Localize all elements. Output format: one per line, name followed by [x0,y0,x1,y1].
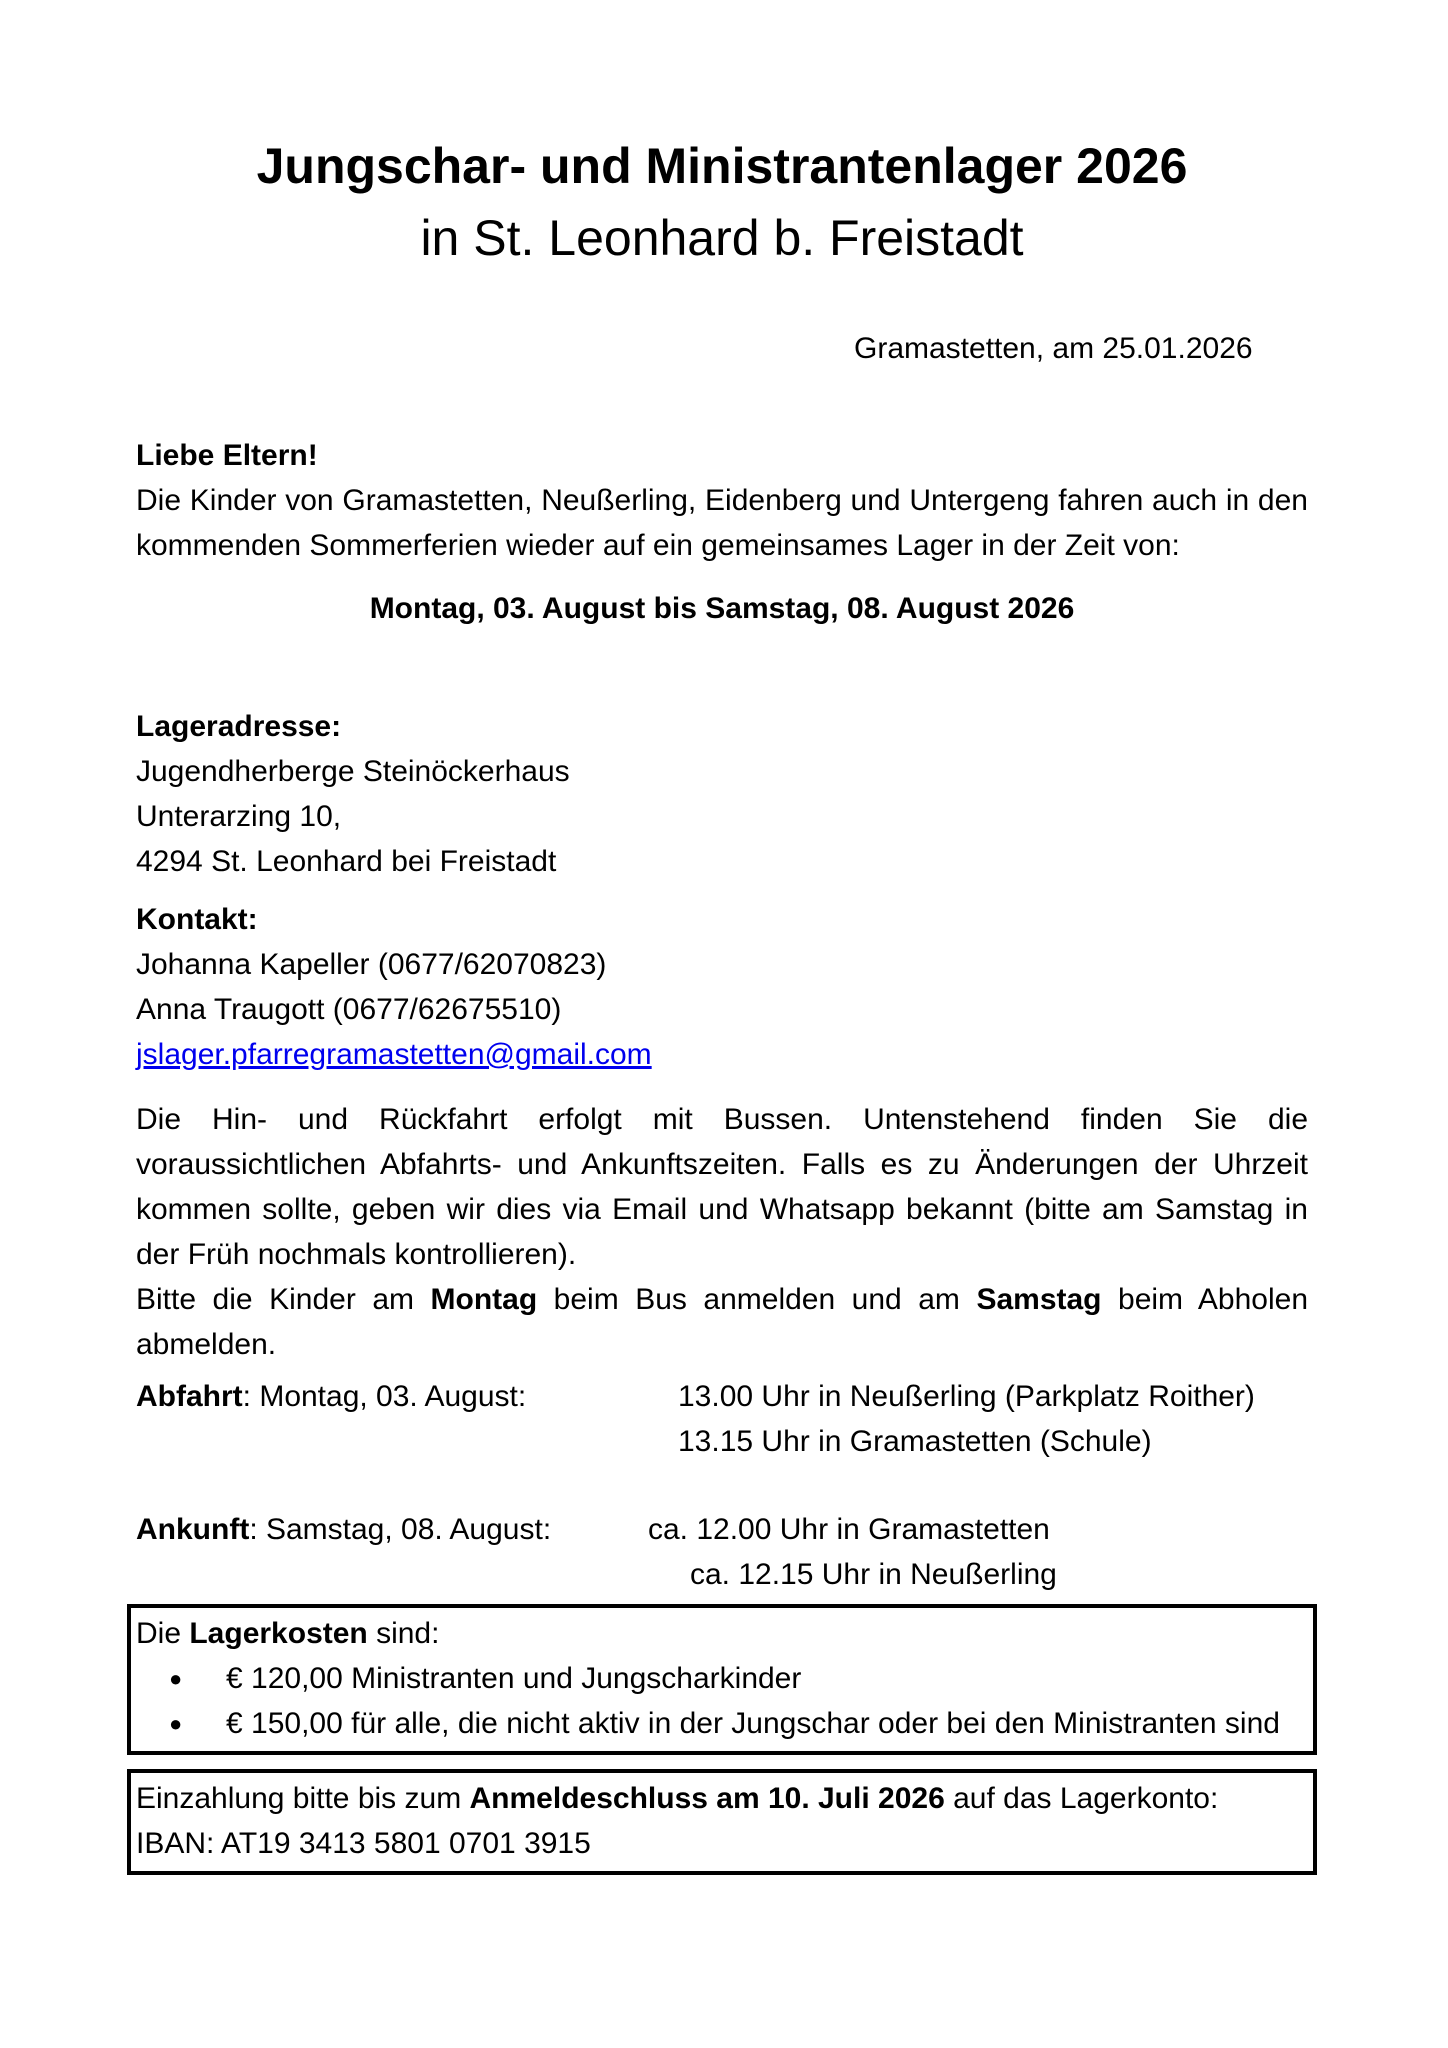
departure-label: Abfahrt: Montag, 03. August: [136,1380,527,1413]
arrival-row-2 [136,1552,1308,1597]
cost-item-text: € 120,00 Ministranten und Jungscharkinder [226,1662,802,1695]
contact-person: Johanna Kapeller (0677/62070823) [136,948,607,981]
iban-line: IBAN: AT19 3413 5801 0701 3915 [136,1827,591,1860]
departure-section [136,1374,1308,1464]
bullet-icon: ● [169,1666,183,1691]
contact-heading: Kontakt: [136,903,258,936]
cost-item-text: € 150,00 für alle, die nicht aktiv in der Jungschar oder bei den Ministranten sind [226,1707,1280,1740]
arrival-spacer [136,1552,690,1597]
arrival-time-2: ca. 12.15 Uhr in Neußerling [690,1558,1057,1591]
arrival-time-1: ca. 12.00 Uhr in Gramastetten [648,1513,1050,1546]
costs-box [127,1604,1317,1755]
departure-time-2: 13.15 Uhr in Gramastetten (Schule) [678,1425,1152,1458]
departure-time-1: 13.00 Uhr in Neußerling (Parkplatz Roither) [678,1380,1255,1413]
bus-info-section [136,1097,1308,1367]
arrival-label: Ankunft: Samstag, 08. August: [136,1513,552,1546]
payment-box [127,1769,1317,1875]
contact-person: Anna Traugott (0677/62675510) [136,993,562,1026]
document-title [136,130,1308,274]
arrival-row-1 [136,1507,1308,1552]
camp-address-line: Unterarzing 10, [136,800,342,833]
departure-row-2 [136,1419,1308,1464]
costs-heading: Die Lagerkosten sind: [136,1617,440,1650]
intro-paragraph: Die Kinder von Gramastetten, Neußerling, Eidenberg und Untergeng fahren auch in den kommenden Sommerferien wieder auf ein gemeinsames Lager in der Zeit von: [136,484,1308,562]
contact-section [136,897,1308,1077]
bus-info-paragraph: Die Hin- und Rückfahrt erfolgt mit Bussen. Untenstehend finden Sie die voraussichtlichen Abfahrts- und Ankunftszeiten. Falls es zu Änderungen der Uhrzeit kommen sollte, geben wir dies via Email und Whatsapp bekannt (bitte am Samstag in der Früh nochmals kontrollieren). [136,1103,1308,1271]
cost-item [136,1656,1305,1701]
arrival-section [136,1507,1308,1597]
cost-item [136,1701,1305,1746]
camp-address-section [136,704,1308,884]
payment-deadline-line: Einzahlung bitte bis zum Anmeldeschluss am 10. Juli 2026 auf das Lagerkonto: [136,1782,1219,1815]
camp-address-line: 4294 St. Leonhard bei Freistadt [136,845,557,878]
departure-row-1 [136,1374,1308,1419]
contact-email-link[interactable]: jslager.pfarregramastetten@gmail.com [136,1038,652,1071]
registration-note-paragraph: Bitte die Kinder am Montag beim Bus anmelden und am Samstag beim Abholen abmelden. [136,1283,1309,1361]
bullet-icon: ● [169,1711,183,1736]
camp-address-heading: Lageradresse: [136,710,342,743]
dateline: Gramastetten, am 25.01.2026 [854,332,1253,365]
title-line-1: Jungschar- und Ministrantenlager 2026 [256,138,1188,194]
camp-address-line: Jugendherberge Steinöckerhaus [136,755,570,788]
title-line-2: in St. Leonhard b. Freistadt [420,210,1024,266]
camp-dates-line: Montag, 03. August bis Samstag, 08. August 2026 [369,592,1075,625]
departure-spacer [136,1419,678,1464]
salutation: Liebe Eltern! [136,439,318,472]
